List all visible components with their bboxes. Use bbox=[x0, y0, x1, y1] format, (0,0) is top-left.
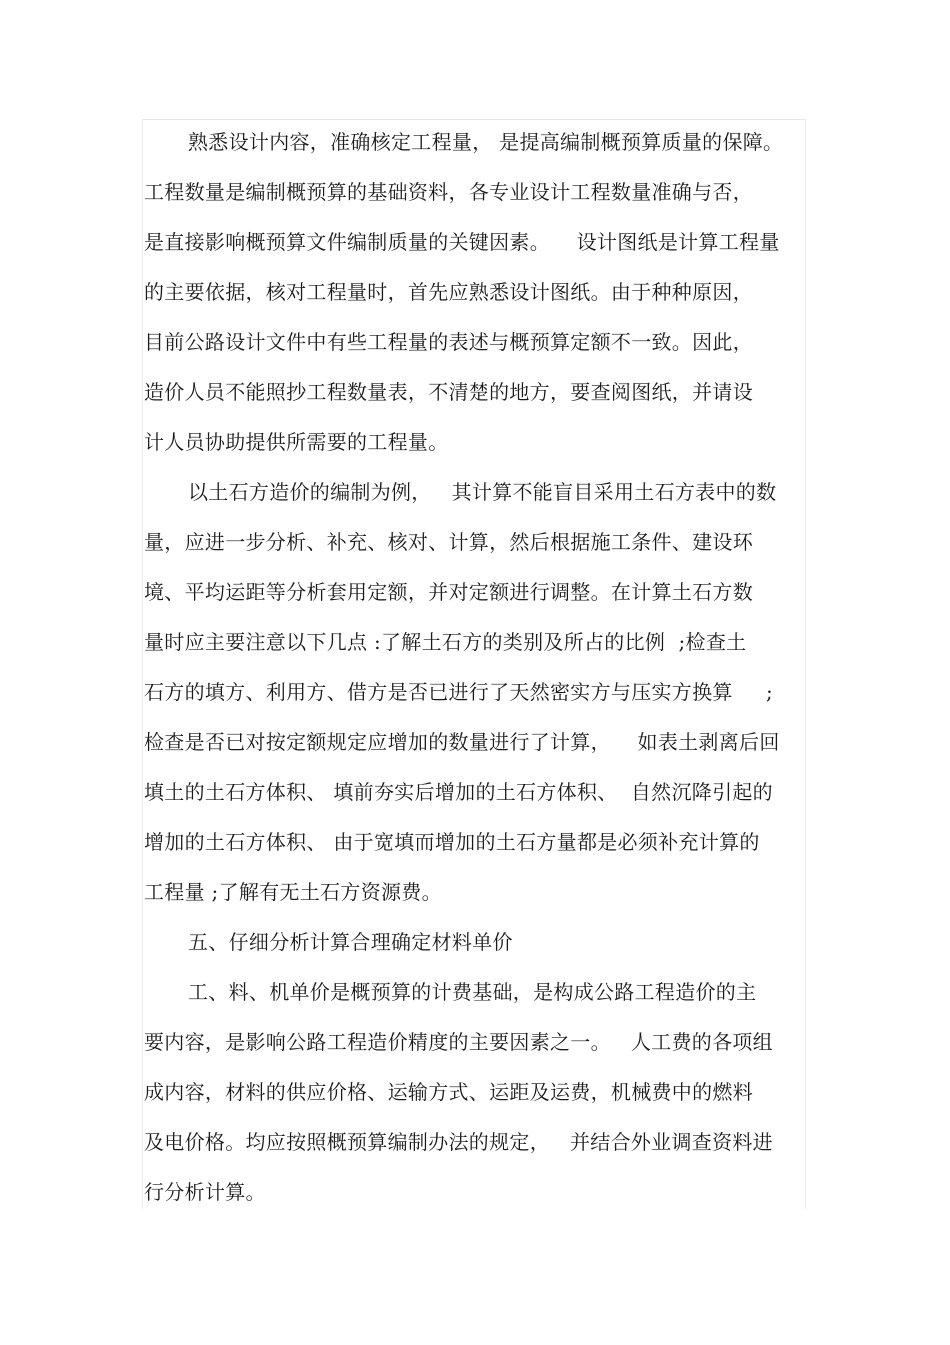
text-line: 石方的填方、利用方、借方是否已进行了天然密实方与压实方换算 ; bbox=[144, 680, 774, 704]
text-line: 工、料、机单价是概预算的计费基础，是构成公路工程造价的主 bbox=[188, 980, 757, 1004]
text-line: 目前公路设计文件中有些工程量的表述与概预算定额不一致。因此， bbox=[144, 330, 753, 354]
text-line: 检查是否已对按定额规定应增加的数量进行了计算， 如表土剥离后回 bbox=[144, 730, 780, 754]
text-line: 造价人员不能照抄工程数量表，不清楚的地方，要查阅图纸，并请设 bbox=[144, 380, 753, 404]
text-line: 成内容，材料的供应价格、运输方式、运距及运费，机械费中的燃料 bbox=[144, 1080, 753, 1104]
text-line: 境、平均运距等分析套用定额，并对定额进行调整。在计算土石方数 bbox=[144, 580, 753, 604]
text-line: 工程量 ;了解有无土石方资源费。 bbox=[144, 880, 442, 904]
text-line: 行分析计算。 bbox=[144, 1180, 266, 1204]
text-line: 增加的土石方体积、 由于宽填而增加的土石方量都是必须补充计算的 bbox=[144, 830, 760, 854]
text-line: 以土石方造价的编制为例， 其计算不能盲目采用土石方表中的数 bbox=[188, 480, 777, 504]
text-line: 要内容，是影响公路工程造价精度的主要因素之一。 人工费的各项组 bbox=[144, 1030, 773, 1054]
text-line: 量，应进一步分析、补充、核对、计算，然后根据施工条件、建设环 bbox=[144, 530, 753, 554]
text-line: 是直接影响概预算文件编制质量的关键因素。 设计图纸是计算工程量 bbox=[144, 230, 780, 254]
text-line: 工程数量是编制概预算的基础资料，各专业设计工程数量准确与否， bbox=[144, 180, 753, 204]
document-body bbox=[144, 117, 824, 1217]
text-line: 填土的土石方体积、 填前夯实后增加的土石方体积、 自然沉降引起的 bbox=[144, 780, 773, 804]
text-line: 熟悉设计内容，准确核定工程量， 是提高编制概预算质量的保障。 bbox=[188, 130, 784, 154]
text-line: 量时应主要注意以下几点 :了解土石方的类别及所占的比例 ;检查土 bbox=[144, 630, 747, 654]
text-line: 及电价格。均应按照概预算编制办法的规定， 并结合外业调查资料进 bbox=[144, 1130, 773, 1154]
section-heading: 五、仔细分析计算合理确定材料单价 bbox=[188, 930, 513, 954]
text-line: 的主要依据，核对工程量时，首先应熟悉设计图纸。由于种种原因， bbox=[144, 280, 753, 304]
text-line: 计人员协助提供所需要的工程量。 bbox=[144, 430, 449, 454]
